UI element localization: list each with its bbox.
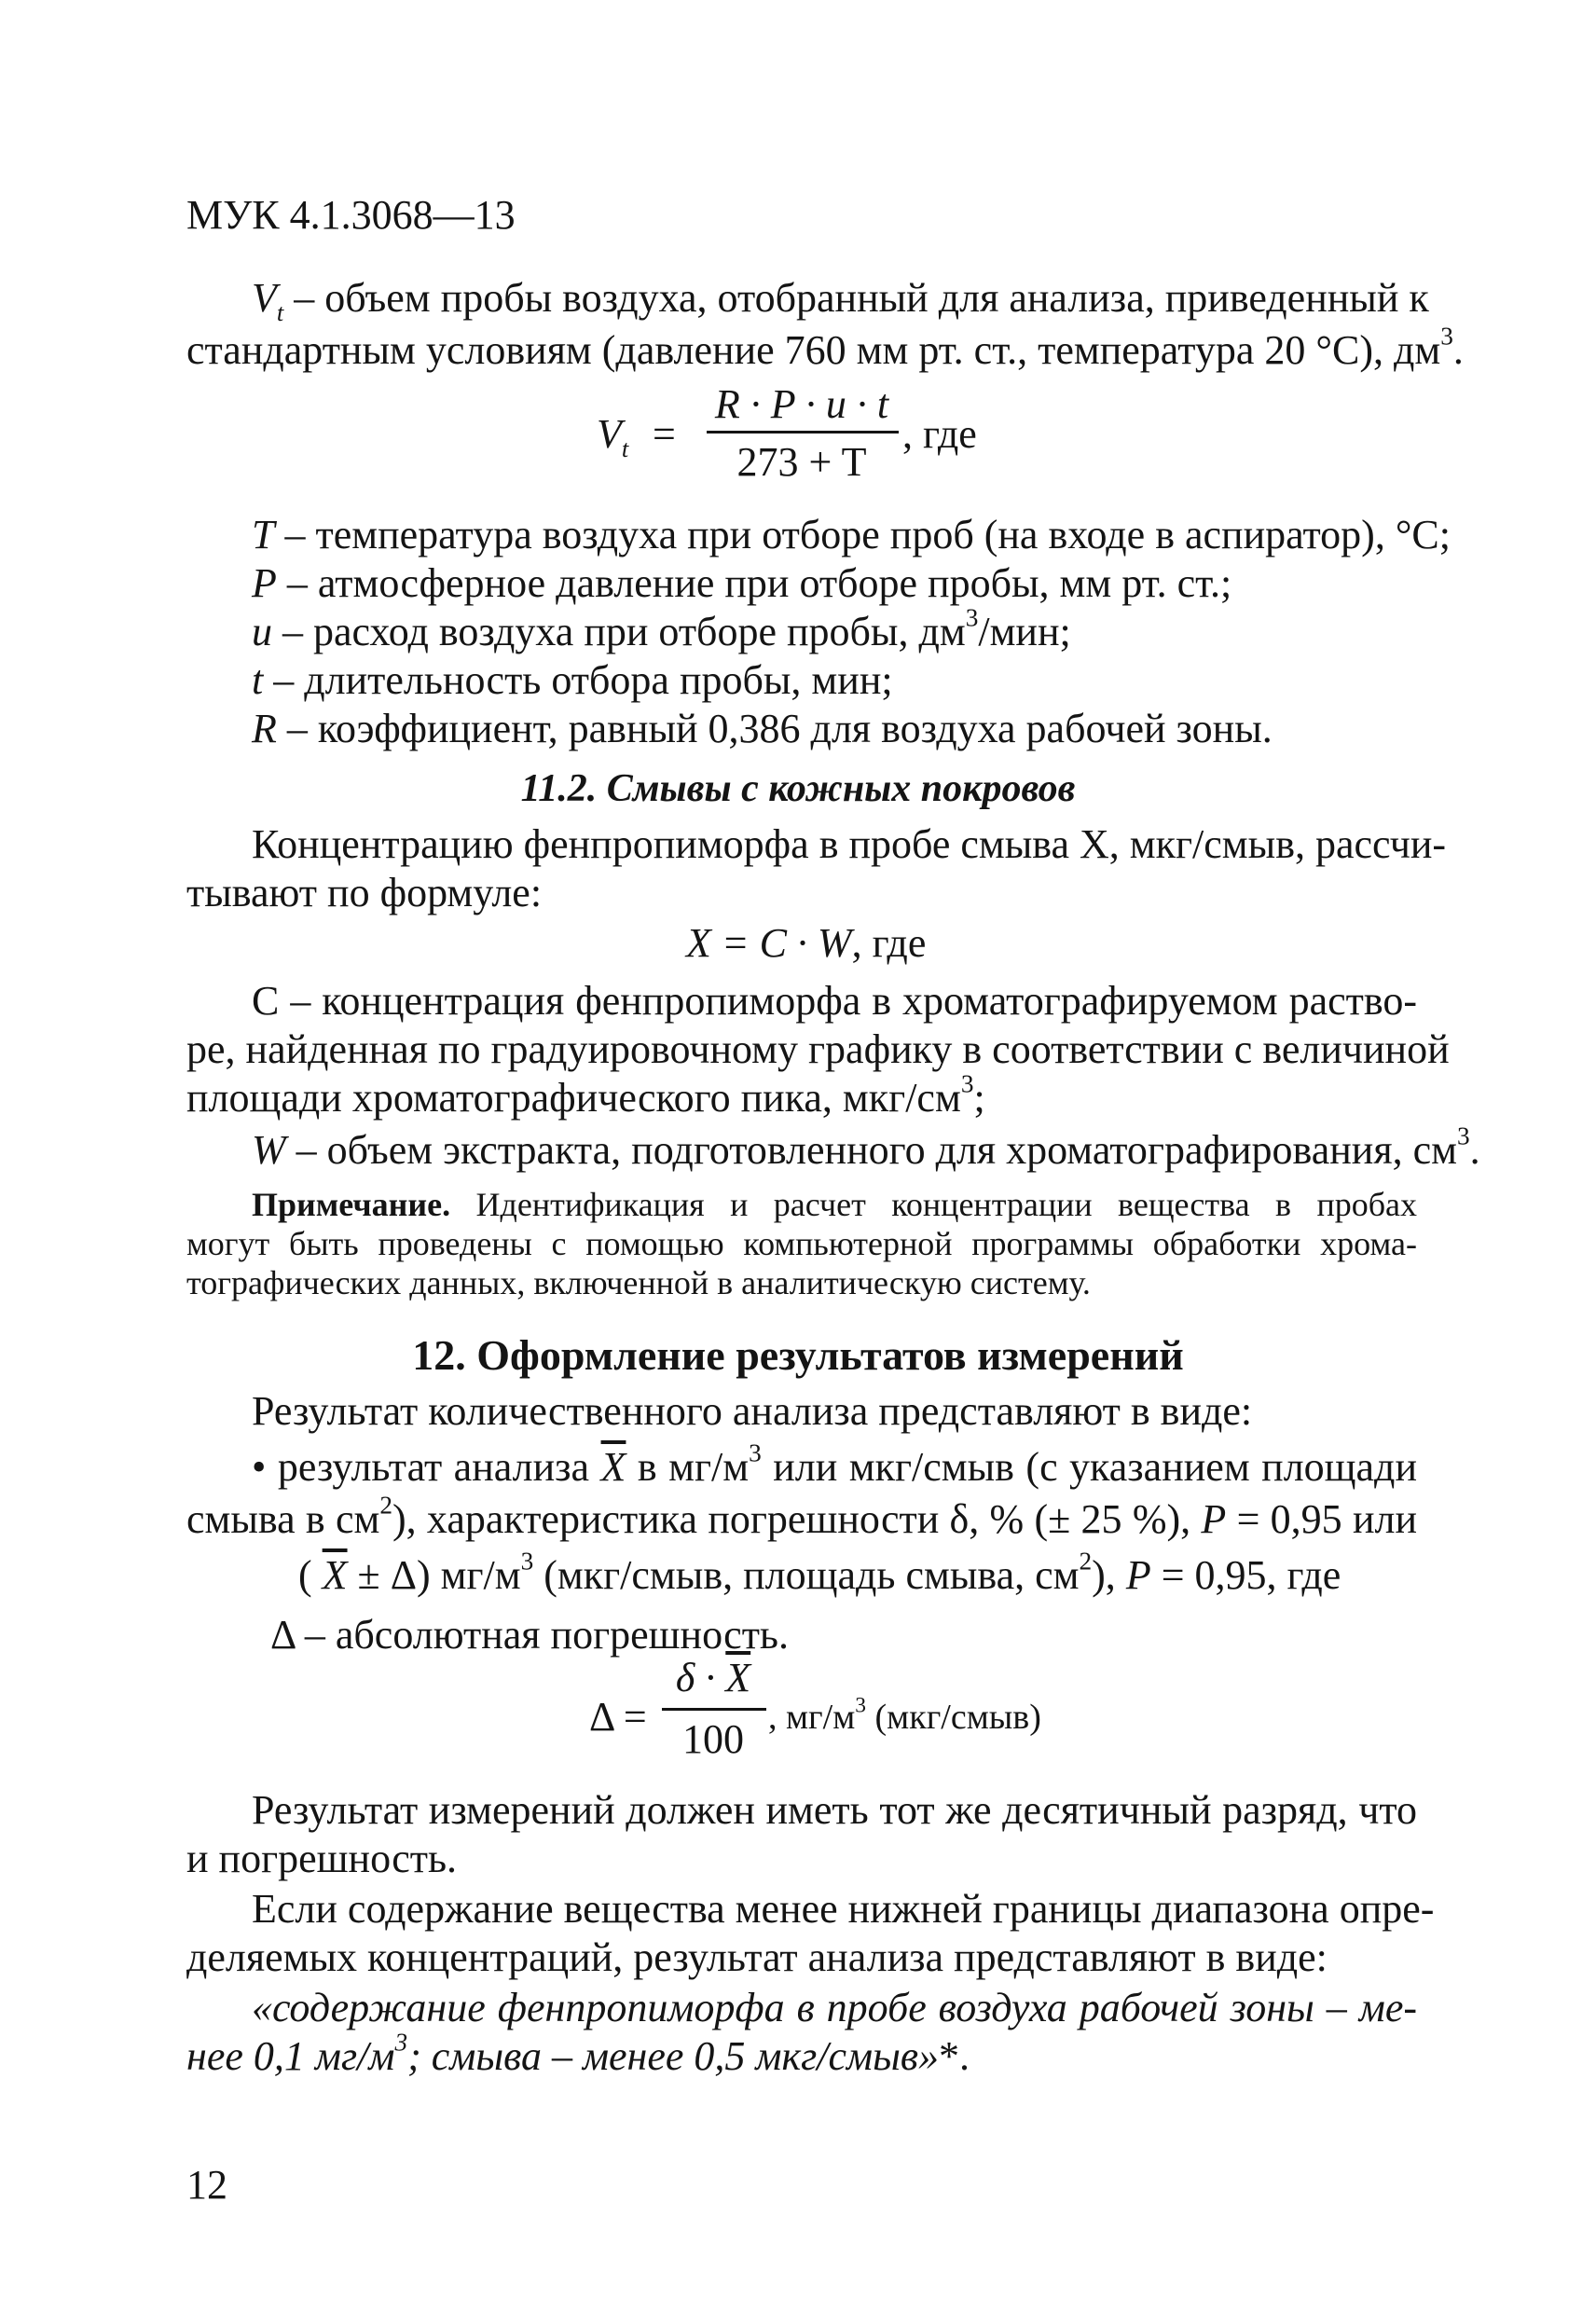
section-11-2-p1-line2: тывают по формуле: [186,870,543,915]
section-12-title: 12. Оформление результатов измерений [412,1331,1184,1379]
section-11-2-p1-line1: Концентрацию фенпропиморфа в пробе смыва X, мкг/смыв, рассчи- [252,821,1447,867]
doc-code: МУК 4.1.3068—13 [186,192,516,238]
c-def-line1: C – концентрация фенпропиморфа в хроматографируемом раство- [252,978,1417,1024]
var-T: T – температура воздуха при отборе проб (на входе в аспиратор), °С; [252,512,1451,557]
note-line3: тографических данных, включенной в аналитическую систему. [186,1264,1091,1301]
formula-delta-numerator: $\delta \cdot \overline{X}$ [675,1655,751,1700]
formula-vt-numerator: R · P · u · t [714,381,889,427]
p2-line2: и погрешность. [186,1836,458,1881]
formula-vt-denominator: 273 + T [736,439,867,485]
p3-line2: деляемых концентраций, результат анализа представляют в виде: [186,1934,1328,1980]
formula-vt-suffix: , где [902,411,977,457]
note-line2: могут быть проведены с помощью компьютерной программы обработки хрома- [186,1225,1417,1262]
var-P: P – атмосферное давление при отборе пробы, мм рт. ст.; [252,560,1232,606]
c-def-line3: площади хроматографического пика, мкг/$см^3$; [186,1069,985,1121]
formula-delta-suffix: , $мг/м^3$ (мкг/смыв) [768,1693,1041,1737]
section-11-2-title: 11.2. Смывы с кожных покровов [520,767,1076,810]
section-12-intro: Результат количественного анализа представляют в виде: [252,1388,1253,1434]
var-t: t – длительность отбора пробы, мин; [252,657,893,703]
p2-line1: Результат измерений должен иметь тот же десятичный разряд, что [252,1787,1417,1833]
formula-vt-lhs: $V_t$ [597,411,629,462]
c-def-line2: ре, найденная по градуировочному графику в соответствии с величиной [186,1026,1450,1072]
formula-x: X = C · W, где [686,920,927,966]
formula-delta-denominator: 100 [682,1716,744,1762]
formula-vt-eq: = [653,411,676,457]
p3-line1: Если содержание вещества менее нижней границы диапазона опре- [252,1886,1435,1932]
p4-line1: «содержание фенпропиморфа в пробе воздуха рабочей зоны – ме- [252,1985,1417,2030]
bullet-line3: ( $\overline{X} \pm \Delta$) $мг/м^3$ (мкг/смыв, площадь смыва, $см^2$), P = 0,95, где [298,1547,1341,1598]
bullet-line1: • результат анализа $\overline{X}$ в $мг/м^3$ или мкг/смыв (с указанием площади [252,1438,1417,1490]
p4-line2: нее 0,1 $мг/м^3$; смыва – менее 0,5 мкг/смыв»*. [186,2028,970,2079]
var-u: u – расход воздуха при отборе пробы, $дм^3$/мин; [252,603,1071,654]
vt-definition-line2: стандартным условиям (давление 760 мм рт. ст., температура 20 °С), $дм^3$. [186,322,1464,373]
note-line1: Примечание. Идентификация и расчет концентрации вещества в пробах [252,1186,1417,1223]
var-R: R – коэффициент, равный 0,386 для воздуха рабочей зоны. [252,706,1273,751]
formula-vt-fraction-line [707,431,899,434]
w-def: W – объем экстракта, подготовленного для хроматографирования, $см^3$. [252,1122,1480,1173]
formula-delta-fraction-line [662,1708,766,1711]
vt-definition-line1: $V_t$ – объем пробы воздуха, отобранный для анализа, приведенный к [252,275,1429,326]
formula-delta-lhs: Δ = [589,1694,647,1740]
page-number: 12 [186,2162,227,2208]
delta-definition: Δ – абсолютная погрешность. [270,1612,789,1658]
bullet-line2: смыва в $см^2$), характеристика погрешности δ, % (± 25 %), P = 0,95 или [186,1491,1417,1542]
